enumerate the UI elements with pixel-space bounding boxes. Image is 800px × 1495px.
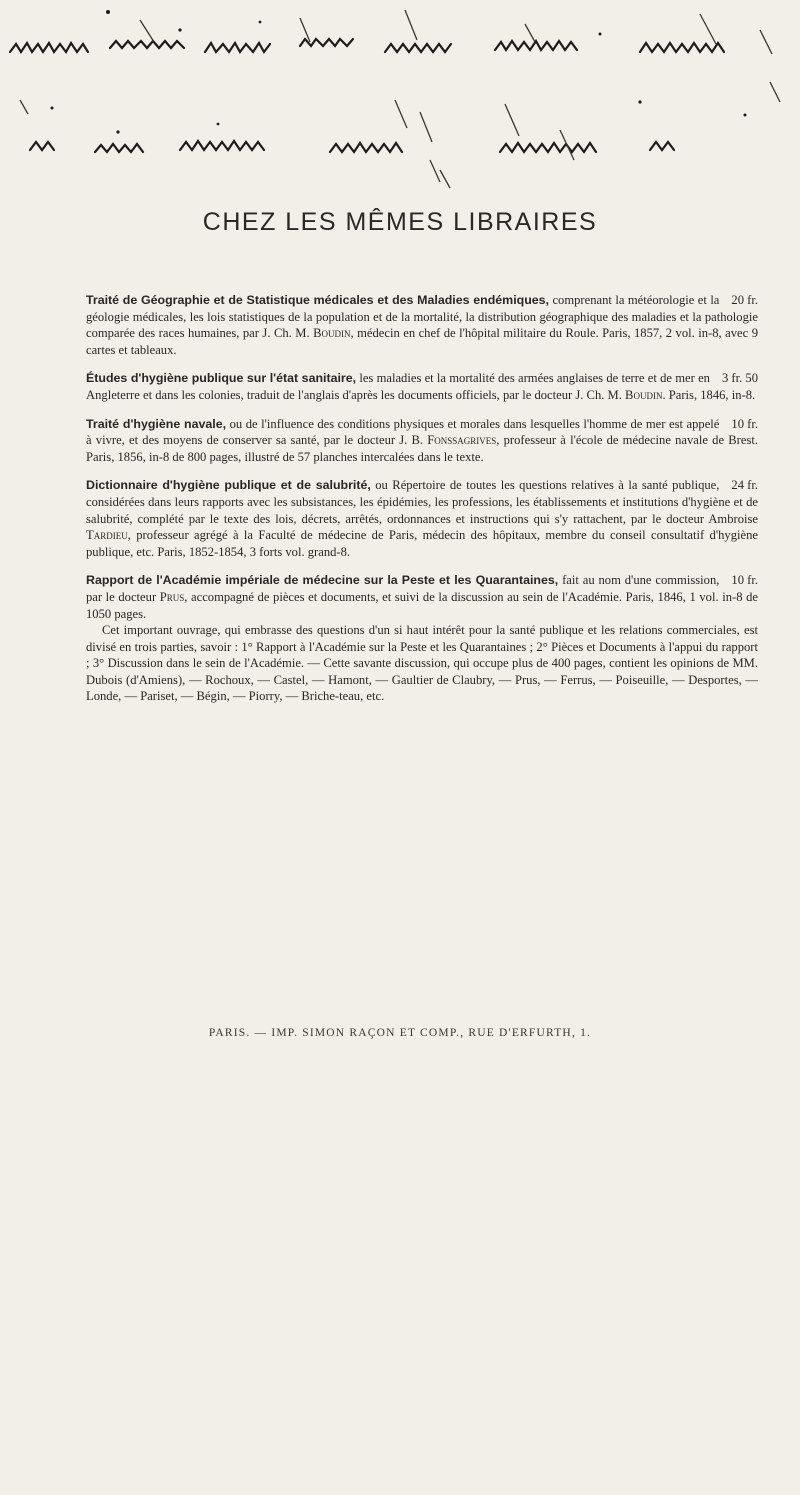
entry-title: Traité d'hygiène navale, [86,416,227,431]
entry-text: , médecin en chef de l'hôpital militaire du Roule. Paris, 1857, 2 vol. in-8, avec 9 cartes et tableaux. [86,326,758,357]
entry-text: les maladies et la mortalité des armées anglaises de terre et de mer en Angleterre et dans les colonies, traduit de l'anglais d'après les documents officiels, par le docteur J. Ch. M. [86,371,710,402]
entry-title: Traité de Géographie et de Statistique médicales et des Maladies endémiques, [86,293,549,307]
entry-text: , professeur agrégé à la Faculté de médecine de Paris, médecin des hôpitaux, membre du conseil consultatif d'hygiène publique, etc. Paris, 1852-1854, 3 forts vol. grand-8. [86,528,758,559]
entry-text: . Paris, 1846, in-8. [662,387,756,402]
entry-author: Prus [159,589,185,604]
catalog-entry [86,477,758,560]
entry-price: 10 fr. [731,416,758,431]
entry-author: Boudin [313,326,351,341]
page-heading: CHEZ LES MÊMES LIBRAIRES [202,208,598,236]
entry-author: Fonssagrives [427,433,497,448]
printer-imprint: PARIS. — IMP. SIMON RAÇON ET COMP., RUE D'ERFURTH, 1. [208,1027,592,1039]
catalog-entry [86,370,758,403]
entry-text: , accompagné de pièces et documents, et suivi de la discussion au sein de l'Académie. Paris, 1846, 1 vol. in-8 de 1050 pages. [86,589,758,621]
entry-price: 3 fr. 50 [721,371,758,386]
catalog-entry [86,292,758,358]
entry-text: ou Répertoire de toutes les questions relatives à la santé publique, considérées dans leurs rapports avec les subsistances, les épidémies, les professions, les établissements et institutions d'hygiène et de salubrité, complété par le texte des lois, décrets, arrêtés, ordonnances et instructions qui s'y rattachent, par le docteur Ambroise [86,478,758,526]
entry-title: Rapport de l'Académie impériale de médecine sur la Peste et les Quarantaines, [86,573,559,588]
catalog-entry [86,572,758,705]
entry-text: comprenant la météorologie et la géologie médicales, les lois statistiques de la population et de la mortalité, la distribution géographique des maladies et la pathologie comparée des races humaines, par J. Ch. M. [86,293,758,341]
entry-text: ou de l'influence des conditions physiques et morales dans lesquelles l'homme de mer est appelé à vivre, et des moyens de conserver sa santé, par le docteur J. B. [86,416,720,448]
entry-author: Tardieu [86,528,128,543]
entry-text: , professeur à l'école de médecine navale de Brest. Paris, 1856, in-8 de 800 pages, illustré de 57 planches intercalées dans le texte. [86,433,758,464]
ornament-band [0,0,800,200]
entry-title: Études d'hygiène publique sur l'état sanitaire, [86,371,357,386]
catalog-list [86,292,758,717]
entry-price: 24 fr. [731,478,758,493]
catalog-entry [86,416,758,466]
entry-text: fait au nom d'une commission, par le docteur [86,573,720,604]
entry-price: 20 fr. [731,293,758,307]
entry-note: Cet important ouvrage, qui embrasse des questions d'un si haut intérêt pour la santé publique et les relations commerciales, est divisé en trois parties, savoir : 1° Rapport à l'Académie sur la Peste et les Quarantaines ; 2° Pièces et Documents à l'appui du rapport ; 3° Discussion dans le sein de l'Académie. — Cette savante discussion, qui occupe plus de 400 pages, contient les opinions de MM. Dubois (d'Amiens), — Rochoux, — Castel, — Hamont, — Gaultier de Claubry, — Prus, — Ferrus, — Poiseuille, — Desportes, — Londe, — Pariset, — Bégin, — Piorry, — Briche-teau, etc. [86,623,758,704]
entry-author: Boudin [625,387,663,402]
entry-title: Dictionnaire d'hygiène publique et de salubrité, [86,478,371,493]
entry-price: 10 fr. [731,573,758,588]
